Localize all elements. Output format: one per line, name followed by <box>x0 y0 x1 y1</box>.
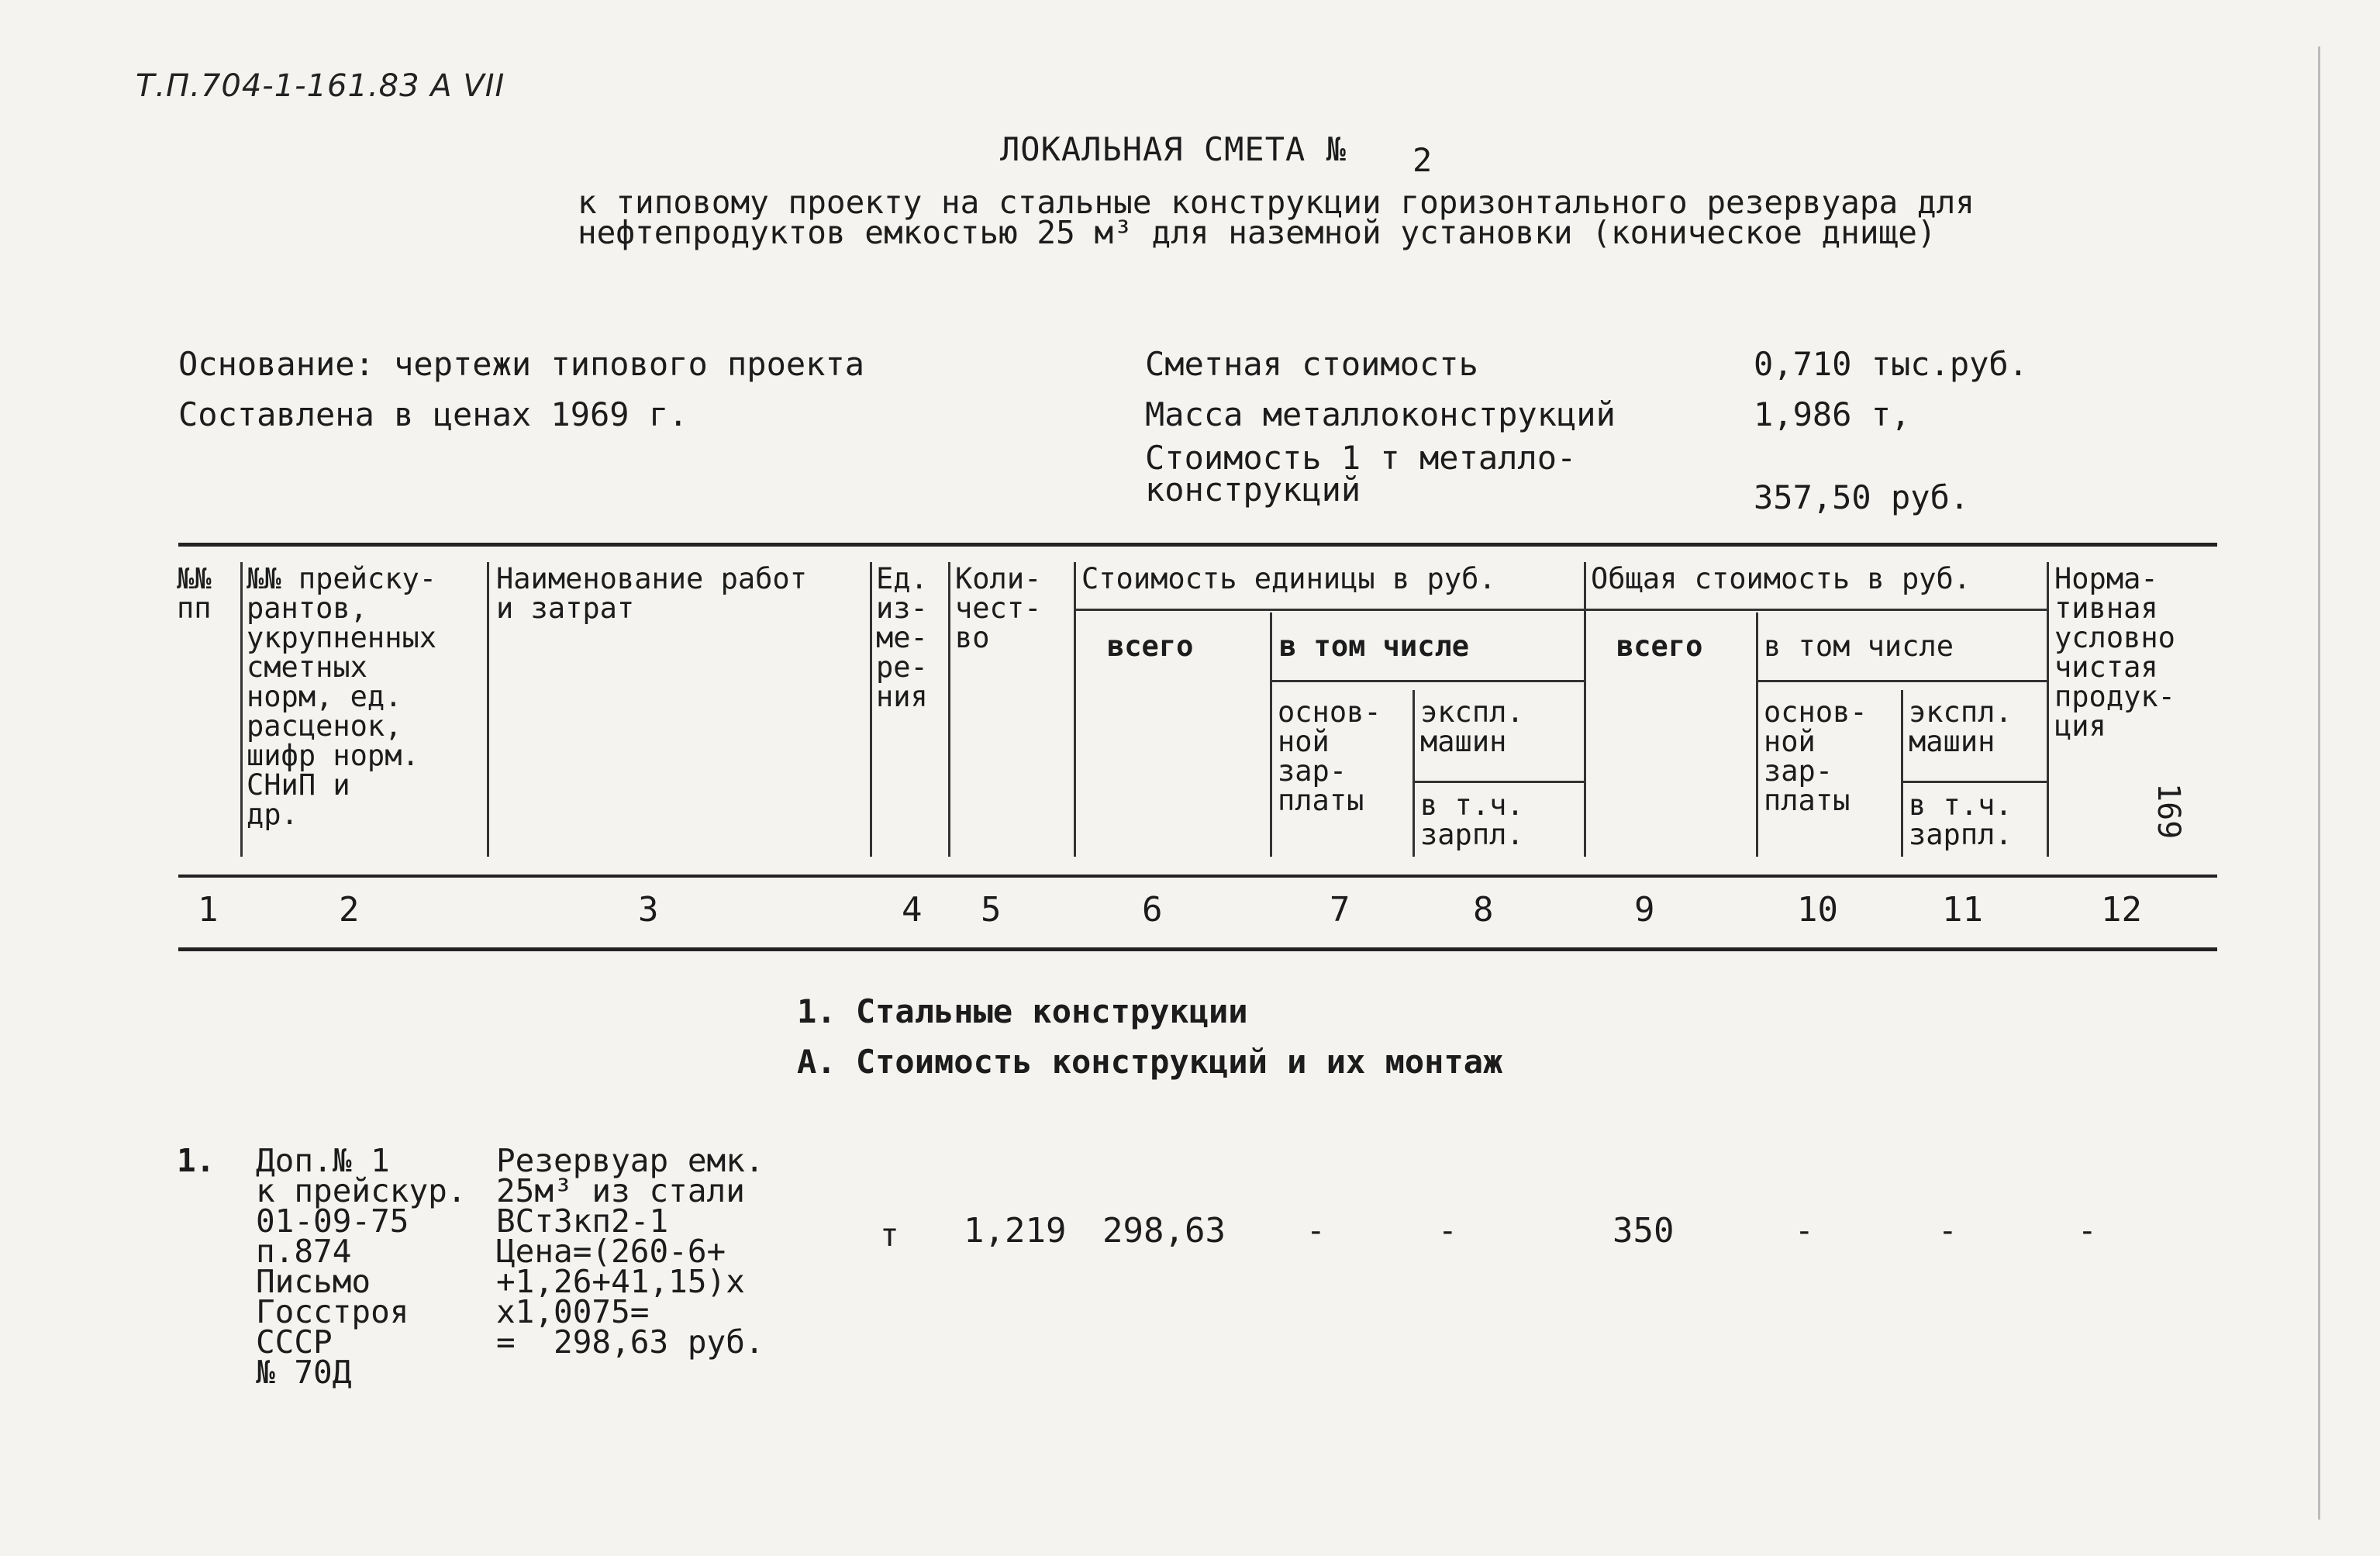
unit-cost-value: 357,50 руб. <box>1754 478 1970 516</box>
column-number: 8 <box>1473 890 1494 930</box>
item-unit-machines: - <box>1438 1212 1457 1249</box>
mass-value: 1,986 т, <box>1754 395 1911 433</box>
column-number: 4 <box>902 890 923 930</box>
header-divider <box>1584 609 2047 611</box>
header-divider <box>1756 680 2047 682</box>
header-total-machines-wages: в т.ч. зарпл. <box>1909 788 2013 851</box>
column-separator <box>870 562 872 857</box>
column-separator <box>487 562 489 857</box>
column-separator <box>1756 612 1758 857</box>
header-unit-basic-wages: основ- ной зар- платы <box>1278 695 1381 817</box>
column-separator <box>240 562 243 857</box>
column-number: 2 <box>339 890 360 930</box>
item-description: Резервуар емк. 25м³ из стали ВСт3кп2-1 Цена=(260-6+ +1,26+41,15)x x1,0075= = 298,63 руб. <box>496 1142 764 1361</box>
document-title: ЛОКАЛЬНАЯ СМЕТА № <box>1000 130 1347 168</box>
column-number: 9 <box>1634 890 1655 930</box>
header-total-cost: Общая стоимость в руб. <box>1591 562 1971 595</box>
column-number: 7 <box>1330 890 1350 930</box>
column-separator <box>1270 612 1272 857</box>
item-quantity: 1,219 <box>964 1211 1067 1251</box>
header-total-incl: в том числе <box>1764 630 1954 663</box>
section-heading: 1. Стальные конструкции <box>797 992 1248 1030</box>
column-separator <box>1412 690 1415 857</box>
header-total-machines: экспл. машин <box>1909 695 2013 758</box>
header-price-list: №№ прейску- рантов, укрупненных сметных норм, ед. расценок, шифр норм. СНиП и др. <box>247 562 437 831</box>
header-unit-machines: экспл. машин <box>1420 695 1524 758</box>
document-number: 2 <box>1412 141 1433 179</box>
header-total-basic-wages: основ- ной зар- платы <box>1764 695 1868 817</box>
column-number: 12 <box>2101 890 2142 930</box>
column-separator <box>2047 562 2049 857</box>
header-unit-machines-wages: в т.ч. зарпл. <box>1420 788 1524 851</box>
item-normative: - <box>2078 1212 2097 1249</box>
header-row-number: №№ пп <box>177 562 212 625</box>
item-total-basic: - <box>1795 1212 1814 1249</box>
item-number: 1. <box>177 1142 216 1179</box>
estimated-cost-label: Сметная стоимость <box>1145 345 1478 383</box>
header-unit-incl: в том числе <box>1279 630 1470 663</box>
header-works-name: Наименование работ и затрат <box>496 562 807 625</box>
item-unit: т <box>880 1216 899 1254</box>
column-separator <box>1074 562 1076 857</box>
column-number: 5 <box>981 890 1002 930</box>
item-unit-cost: 298,63 <box>1102 1211 1226 1251</box>
column-separator <box>1584 562 1586 857</box>
column-number: 11 <box>1942 890 1983 930</box>
item-total-machines: - <box>1938 1212 1957 1249</box>
header-unit-all: всего <box>1107 630 1194 663</box>
subsection-heading: А. Стоимость конструкций и их монтаж <box>797 1043 1503 1081</box>
item-unit-basic: - <box>1306 1212 1326 1249</box>
header-divider <box>1901 781 2047 783</box>
item-total: 350 <box>1613 1211 1675 1251</box>
mass-label: Масса металлоконструкций <box>1145 395 1616 433</box>
column-separator <box>948 562 950 857</box>
header-divider <box>1074 609 1584 611</box>
header-divider <box>1412 781 1584 783</box>
column-number: 6 <box>1142 890 1163 930</box>
prices-label: Составлена в ценах 1969 г. <box>178 395 688 433</box>
header-bottom-rule <box>178 875 2217 878</box>
basis-label: Основание: чертежи типового проекта <box>178 345 865 383</box>
column-number: 3 <box>638 890 659 930</box>
header-quantity: Коли- чест- во <box>955 562 1042 654</box>
header-divider <box>1270 680 1584 682</box>
page-edge <box>2318 47 2320 1520</box>
header-total-all: всего <box>1616 630 1703 663</box>
column-number: 10 <box>1797 890 1838 930</box>
header-unit: Ед. из- ме- ре- ния <box>876 562 928 713</box>
header-normative: Норма- тивная условно чистая продук- ция <box>2054 562 2175 743</box>
column-numbers-rule <box>178 947 2217 951</box>
document-code: Т.П.704-1-161.83 А VII <box>136 68 505 104</box>
item-reference: Доп.№ 1 к прейскур. 01-09-75 п.874 Письмо Госстроя СССР № 70Д <box>256 1142 467 1391</box>
column-number: 1 <box>198 890 219 930</box>
estimated-cost-value: 0,710 тыс.руб. <box>1754 345 2029 383</box>
unit-cost-label: Стоимость 1 т металло- конструкций <box>1145 439 1577 509</box>
header-unit-cost: Стоимость единицы в руб. <box>1081 562 1496 595</box>
column-separator <box>1901 690 1903 857</box>
document-subtitle: к типовому проекту на стальные конструкции горизонтального резервуара для нефтепродуктов емкостью 25 м³ для наземной установки (коническое днище) <box>578 184 1975 251</box>
page-number: 169 <box>2151 783 2186 840</box>
table-top-rule <box>178 543 2217 547</box>
